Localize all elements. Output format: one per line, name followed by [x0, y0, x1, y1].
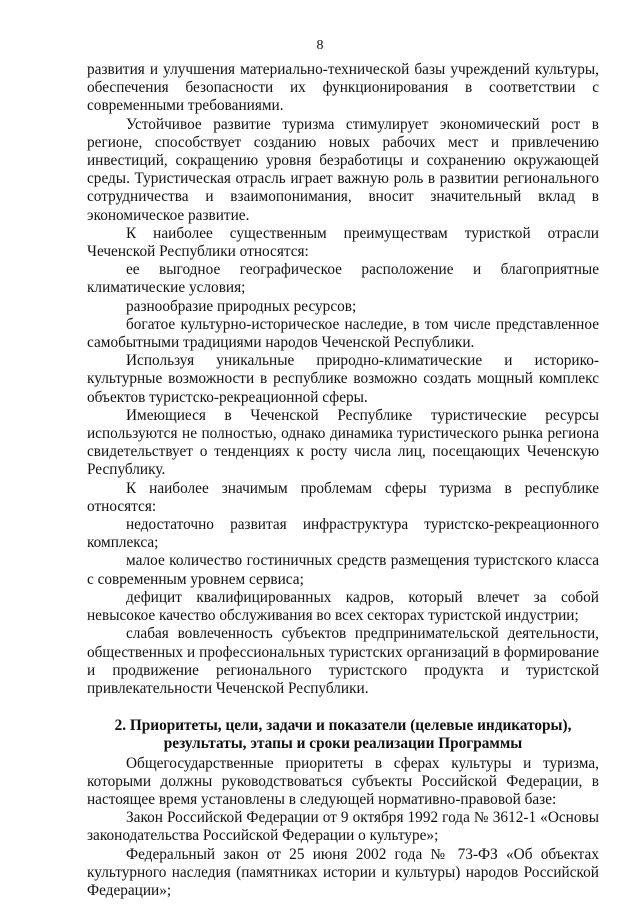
section-heading-line: результаты, этапы и сроки реализации Программы [163, 735, 523, 753]
paragraph: Используя уникальные природно-климатические и историко-культурные возможности в республике возможно создать мощный комплекс объектов туристско-рекреационной сферы. [87, 352, 603, 406]
list-item: Закон Российской Федерации от 9 октября 1992 года № 3612-1 «Основы законодательства Российской Федерации о культуре»; [87, 809, 603, 845]
paragraph: Общегосударственные приоритеты в сферах культуры и туризма, которыми должны руководствоваться субъекты Российской Федерации, в настоящее время установлены в следующей нормативно-правовой базе: [87, 754, 603, 808]
list-item: ее выгодное географическое расположение и благоприятные климатические условия; [87, 261, 603, 297]
paragraph: К наиболее значимым проблемам сферы туризма в республике относятся: [87, 479, 603, 515]
document-body [87, 61, 603, 900]
paragraph: развития и улучшения материально-технической базы учреждений культуры, обеспечения безопасности их функционирования в соответствии с современными требованиями. [87, 61, 603, 115]
list-item: дефицит квалифицированных кадров, который влечет за собой невысокое качество обслуживания во всех секторах туристской индустрии; [87, 588, 603, 625]
list-item: малое количество гостиничных средств размещения туристского класса с современным уровнем сервиса; [87, 552, 603, 588]
section-heading [87, 717, 599, 753]
list-item: разнообразие природных ресурсов; [126, 297, 357, 315]
paragraph: К наиболее существенным преимуществам туристкой отрасли Чеченской Республики относятся: [87, 224, 603, 261]
list-item: слабая вовлеченность субъектов предпринимательской деятельности, общественных и профессиональных туристских организаций в формирование и продвижение регионального туристского продукта и туристской привлекательности Чеченской Республики. [87, 625, 603, 697]
section-heading-line: 2. Приоритеты, цели, задачи и показатели (целевые индикаторы), [114, 717, 572, 735]
list-item: недостаточно развитая инфраструктура туристско-рекреационного комплекса; [87, 516, 603, 552]
paragraph: Устойчивое развитие туризма стимулирует экономический рост в регионе, способствует созданию новых рабочих мест и привлечению инвестиций, сокращению уровня безработицы и сохранению окружающей среды. Туристическая отрасль играет важную роль в развитии регионального сотрудничества и взаимопонимания, вносит значительный вклад в экономическое развитие. [87, 115, 603, 224]
page-number: 8 [316, 38, 324, 53]
list-item: богатое культурно-историческое наследие, в том числе представленное самобытными традициями народов Чеченской Республики. [87, 315, 603, 352]
list-item: Федеральный закон от 25 июня 2002 года № 73-ФЗ «Об объектах культурного наследия (памятниках истории и культуры) народов Российской Федерации»; [87, 845, 603, 899]
paragraph: Имеющиеся в Чеченской Республике туристические ресурсы используются не полностью, однако динамика туристического рынка региона свидетельствует о тенденциях к росту числа лиц, посещающих Чеченскую Республику. [87, 406, 603, 479]
